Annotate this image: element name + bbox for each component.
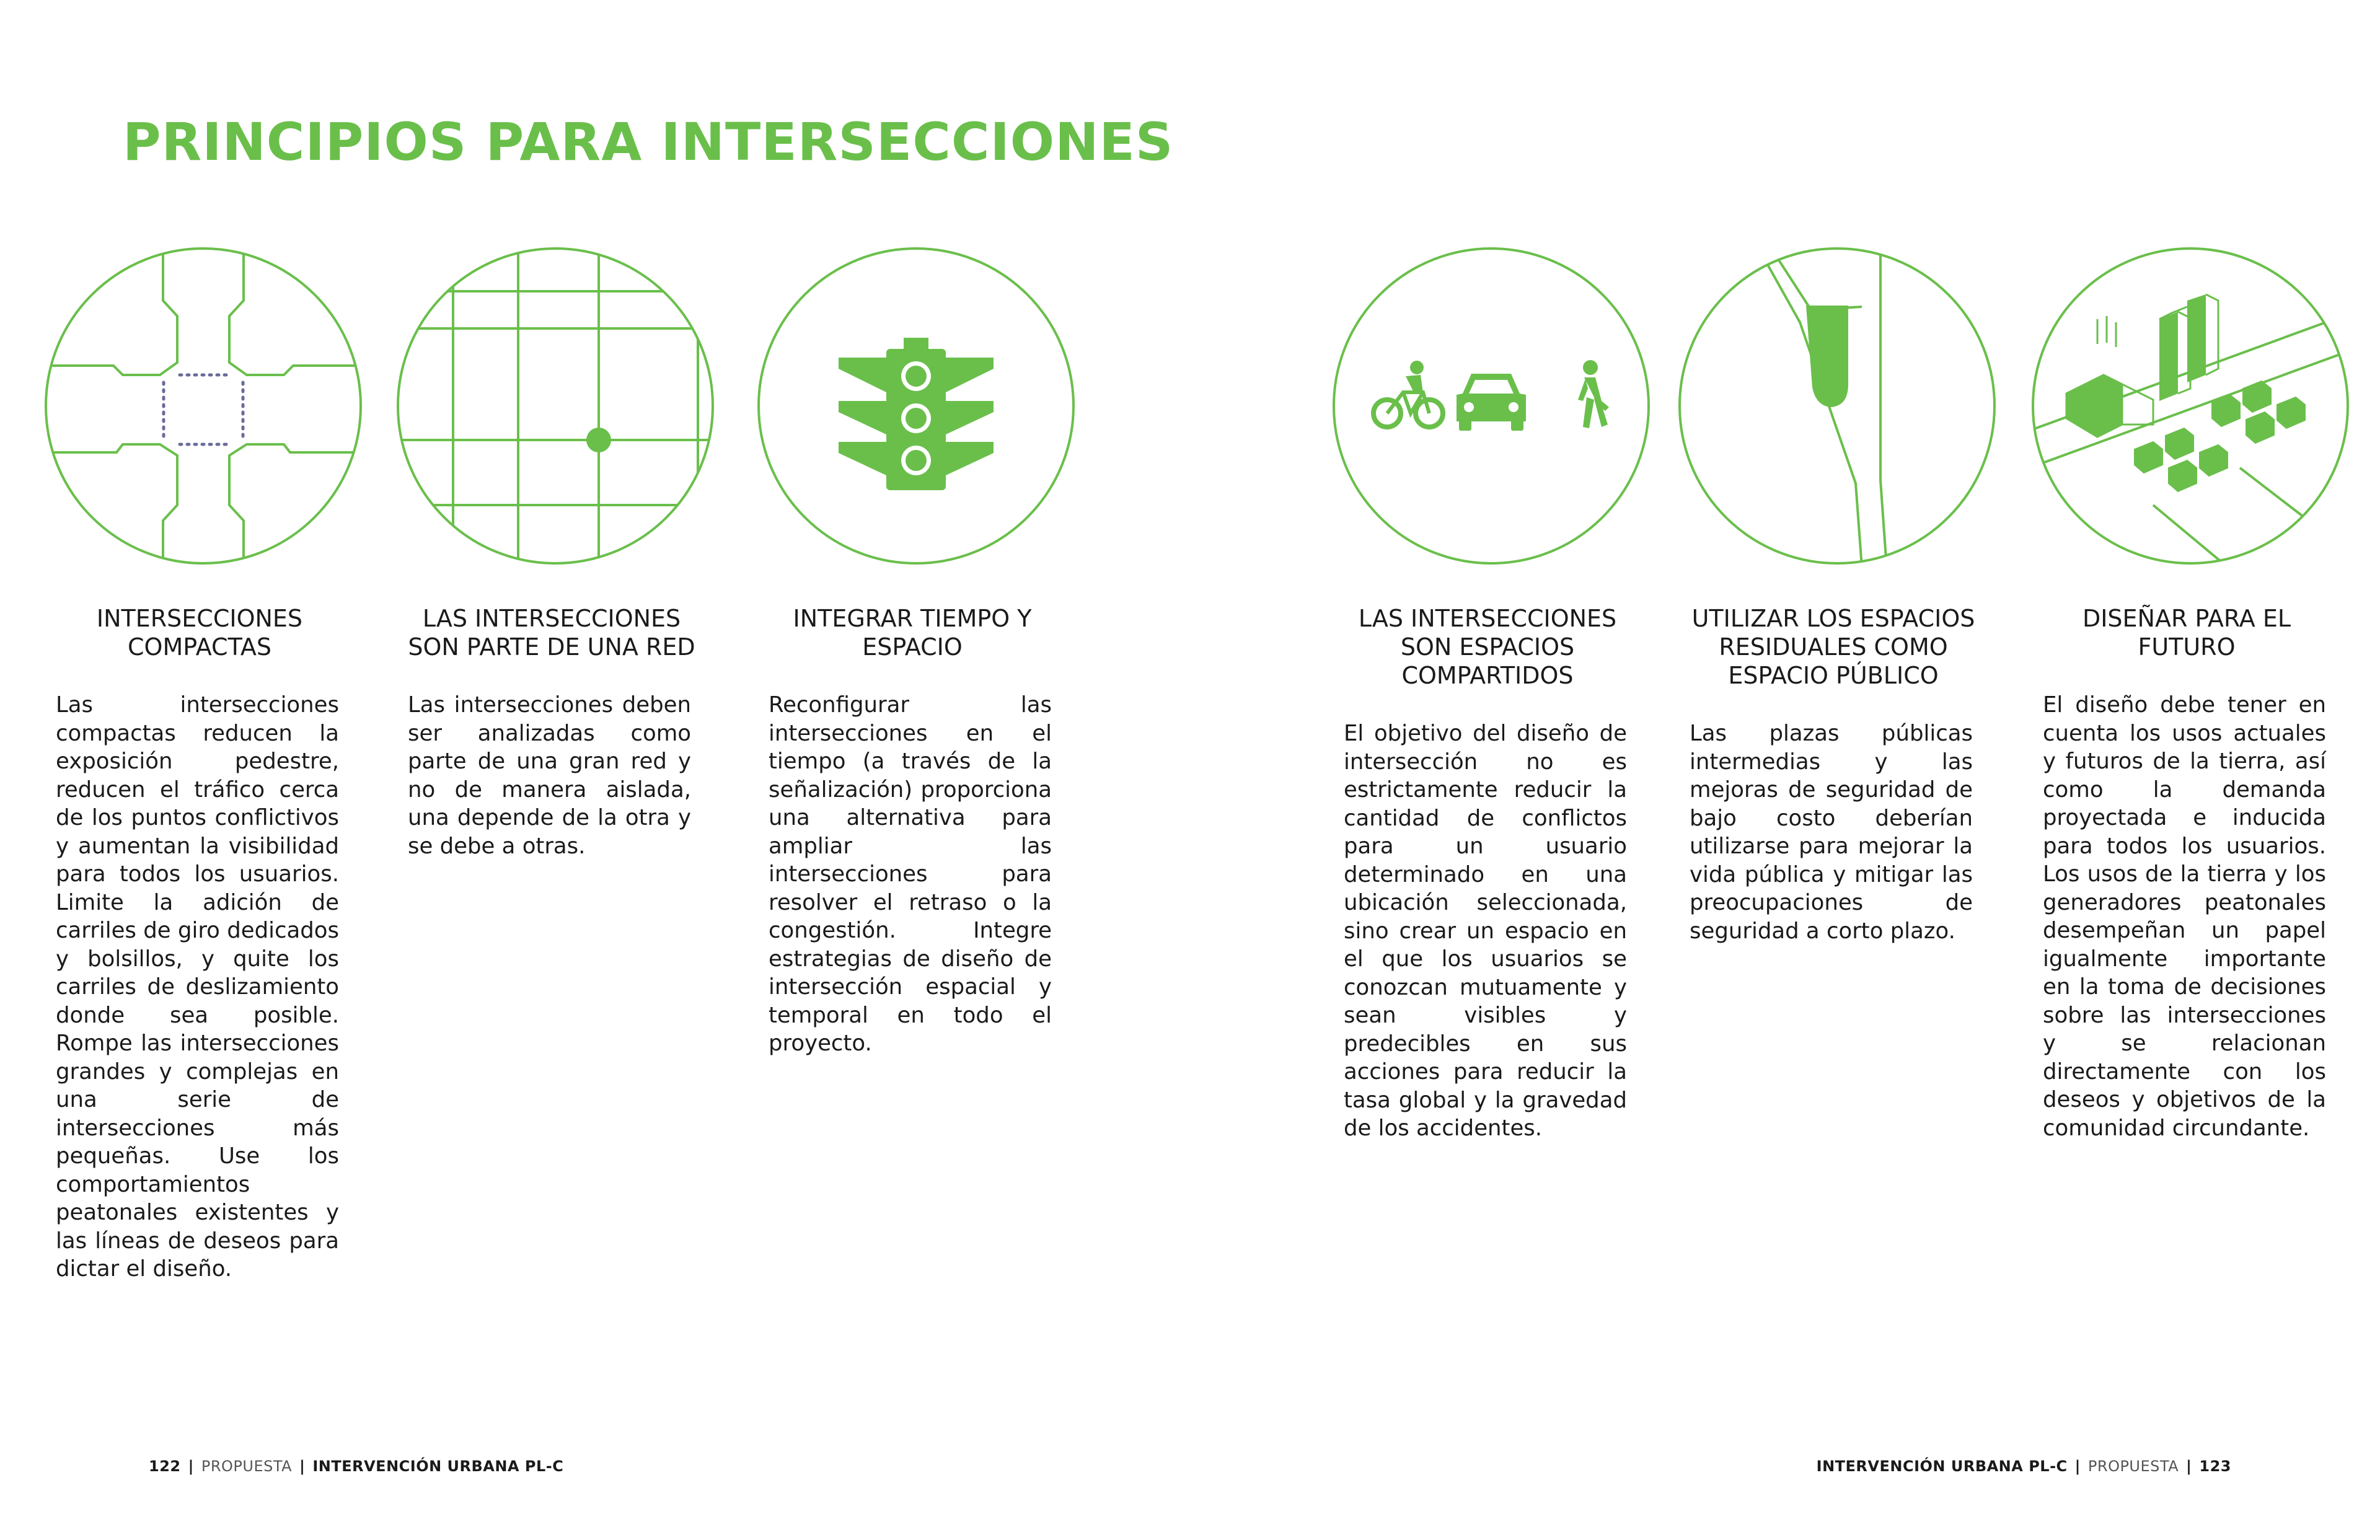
page-title: PRINCIPIOS PARA INTERSECCIONES	[123, 112, 1174, 172]
future-city-icon	[2029, 245, 2351, 567]
principle-future	[2032, 245, 2380, 1141]
principle-heading: INTEGRAR TIEMPO Y ESPACIO	[793, 605, 1032, 661]
page-number: 122	[149, 1458, 181, 1475]
principle-shared-space	[1333, 245, 1686, 1141]
street-network-icon	[394, 245, 716, 567]
principle-time-space	[757, 245, 1111, 1056]
principle-residual-space	[1678, 245, 2032, 944]
principle-body: Reconfigurar las intersecciones en el tiempo (a través de la señalización) proporciona una alternativa para ampliar las intersecciones para resolver el retraso o la congestión. Integre estrategias de diseño de intersección espacial y temporal en todo el proyecto.	[769, 692, 1052, 1056]
principle-heading: DISEÑAR PARA EL FUTURO	[2082, 605, 2291, 661]
principle-body: El objetivo del diseño de intersección no es estrictamente reducir la cantidad de conflictos para un usuario determinado en una ubicación seleccionada, sino crear un espacio en el que los usuarios se conozcan mutuamente y sean visibles y predecibles en sus acciones para reducir la tasa global y la gravedad de los accidentes.	[1344, 721, 1627, 1141]
traffic-light-icon	[755, 245, 1077, 567]
footer-project: INTERVENCIÓN URBANA PL-C	[312, 1458, 564, 1475]
page-number: 123	[2199, 1458, 2231, 1475]
bicycle-icon	[1373, 392, 1443, 427]
principle-body: Las plazas públicas intermedias y las mejoras de seguridad de bajo costo deberían utilizarse para mejorar la vida pública y mitigar las preocupaciones de seguridad a corto plazo.	[1690, 721, 1973, 944]
principle-body: Las intersecciones compactas reducen la exposición pedestre, reducen el tráfico cerca de los puntos conflictivos y aumentan la visibilidad para todos los usuarios. Limite la adición de carriles de giro dedicados y bolsillos, y quite los carriles de deslizamiento donde sea posible. Rompe las intersecciones grandes y complejas en una serie de intersecciones más pequeñas. Use los comportamientos peatonales existentes y las líneas de deseos para dictar el diseño.	[56, 692, 339, 1282]
footer-right: INTERVENCIÓN URBANA PL-C | PROPUESTA | 123	[1816, 1458, 2231, 1475]
principle-compact	[45, 245, 398, 1282]
residual-space-icon	[1676, 245, 1998, 567]
compact-intersection-icon	[42, 245, 364, 567]
principle-network	[397, 245, 750, 859]
principle-body: El diseño debe tener en cuenta los usos actuales y futuros de la tierra, así como la demanda proyectada e inducida para todos los usuarios. Los usos de la tierra y los generadores peatonales desempeñan un papel igualmente importante en la toma de decisiones sobre las intersecciones y se relacionan directamente con los deseos y objetivos de la comunidad circundante.	[2043, 692, 2326, 1141]
footer-project: INTERVENCIÓN URBANA PL-C	[1816, 1458, 2068, 1475]
footer-section: PROPUESTA	[201, 1458, 293, 1475]
principle-heading: LAS INTERSECCIONES SON ESPACIOS COMPARTIDOS	[1358, 605, 1617, 689]
principle-body: Las intersecciones deben ser analizadas como parte de una gran red y no de manera aislada, una depende de la otra y se debe a otras.	[408, 692, 691, 859]
principle-heading: UTILIZAR LOS ESPACIOS RESIDUALES COMO ESPACIO PÚBLICO	[1691, 605, 1975, 689]
footer-left: 122 | PROPUESTA | INTERVENCIÓN URBANA PL-C	[149, 1458, 564, 1475]
pedestrian-icon	[1578, 360, 1609, 428]
principle-heading: LAS INTERSECCIONES SON PARTE DE UNA RED	[408, 605, 695, 661]
shared-users-icon	[1330, 245, 1652, 567]
principle-heading: INTERSECCIONES COMPACTAS	[96, 605, 303, 661]
footer-section: PROPUESTA	[2087, 1458, 2179, 1475]
